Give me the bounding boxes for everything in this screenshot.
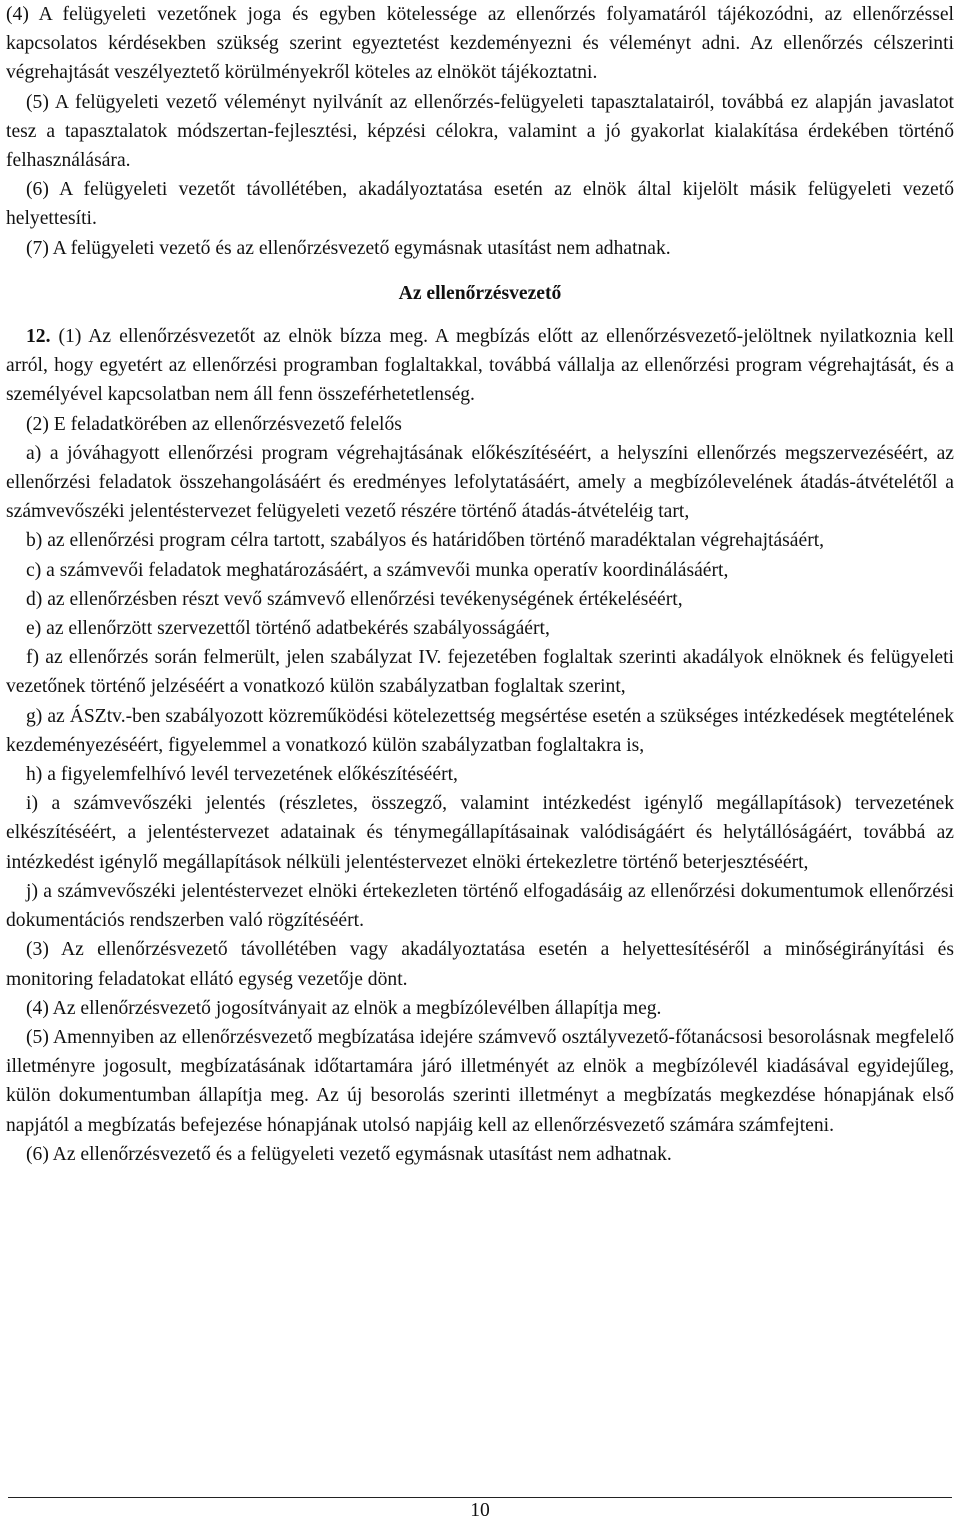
list-item-h: h) a figyelemfelhívó levél tervezetének előkészítéséért, <box>26 764 458 786</box>
list-item-g: g) az ÁSZtv.-ben szabályozott közreműködési kötelezettség megsértése esetén a szükséges intézkedések megtételének kezdeményezéséért, figyelemmel a vonatkozó külön szabályzatban foglaltakra is, <box>6 705 954 756</box>
paragraph-3: (3) Az ellenőrzésvezető távollétében vagy akadályoztatása esetén a helyettesítéséről a minőségirányítási és monitoring feladatokat ellátó egység vezetője dönt. <box>6 939 954 990</box>
document-page <box>6 0 954 1169</box>
list-item-d: d) az ellenőrzésben részt vevő számvevő ellenőrzési tevékenységének értékeléséért, <box>26 588 683 610</box>
paragraph-6b: (6) Az ellenőrzésvezető és a felügyeleti vezető egymásnak utasítást nem adhatnak. <box>26 1143 672 1165</box>
paragraph-6: (6) A felügyeleti vezetőt távollétében, akadályoztatása esetén az elnök által kijelölt másik felügyeleti vezető helyettesíti. <box>6 179 954 230</box>
list-item-f: f) az ellenőrzés során felmerült, jelen szabályzat IV. fejezetében foglaltak szerinti akadályok elnöknek és felügyeleti vezetőnek történő jelzéséért a vonatkozó külön szabályzatban foglaltak szerint, <box>6 647 954 698</box>
section-12-paragraph-1 <box>6 322 954 410</box>
section-number: 12. <box>26 326 51 348</box>
paragraph-5b: (5) Amennyiben az ellenőrzésvezető megbízatása idejére számvevő osztályvezető-főtanácsosi besorolásnak megfelelő illetményre jogosult, megbízatásának időtartamára járó illetményét az elnök a megbízólevél kiadásával egyidejűleg, külön dokumentumban állapítja meg. Az új besorolás szerinti illetményt a megbízatás megkezdése hónapjának első napjától a megbízatás befejezése hónapjának utolsó napjáig kell az ellenőrzésvezető számára számfejteni. <box>6 1026 954 1136</box>
paragraph-5: (5) A felügyeleti vezető véleményt nyilvánít az ellenőrzés-felügyeleti tapasztalatairól, továbbá ez alapján javaslatot tesz a tapasztalatok módszertan-fejlesztési, képzési célokra, valamint a jó gyakorlat kialakítása érdekében történő felhasználására. <box>6 91 954 172</box>
list-item-a: a) a jóváhagyott ellenőrzési program végrehajtásának előkészítéséért, a helyszíni ellenőrzés megszervezéséért, az ellenőrzési feladatok összehangolásáért és eredményes lefolytatásáért, amely a megbízólevelének átadás-átvételétől a számvevőszéki jelentéstervezet felügyeleti vezető részére történő átadás-átvételéig tart, <box>6 442 954 523</box>
paragraph-4b: (4) Az ellenőrzésvezető jogosítványait az elnök a megbízólevélben állapítja meg. <box>26 997 662 1019</box>
list-item-e: e) az ellenőrzött szervezettől történő adatbekérés szabályosságáért, <box>26 618 550 640</box>
footer-divider <box>8 1497 952 1498</box>
paragraph-2-intro: (2) E feladatkörében az ellenőrzésvezető felelős <box>26 413 402 435</box>
page-number: 10 <box>470 1500 490 1521</box>
paragraph-7: (7) A felügyeleti vezető és az ellenőrzésvezető egymásnak utasítást nem adhatnak. <box>26 237 671 259</box>
list-item-c: c) a számvevői feladatok meghatározásáért, a számvevői munka operatív koordinálásáért, <box>26 559 729 581</box>
list-item-i: i) a számvevőszéki jelentés (részletes, összegző, valamint intézkedést igénylő megállapítások) tervezetének elkészítéséért, a jelentéstervezet adatainak és ténymegállapításainak valódiságáért és helytállóságáért, továbbá az intézkedést igénylő megállapítások nélküli jelentéstervezet elnöki értekezletre történő beterjesztéséért, <box>6 793 954 873</box>
section-heading: Az ellenőrzésvezető <box>398 282 562 304</box>
section-12-paragraph-1-text: (1) Az ellenőrzésvezetőt az elnök bízza meg. A megbízás előtt az ellenőrzésvezető-jelöltnek nyilatkoznia kell arról, hogy egyetért az ellenőrzési programban foglaltakkal, továbbá vállalja az ellenőrzési program végrehajtását, és a személyével kapcsolatban nem áll fenn összeférhetetlenség. <box>6 326 954 406</box>
list-item-b: b) az ellenőrzési program célra tartott, szabályos és határidőben történő maradéktalan végrehajtásáért, <box>26 530 825 552</box>
paragraph-4: (4) A felügyeleti vezetőnek joga és egyben kötelessége az ellenőrzés folyamatáról tájékozódni, az ellenőrzéssel kapcsolatos kérdésekben szükség szerint egyeztetést kezdeményezni és véleményt adni. Az ellenőrzés célszerinti végrehajtását veszélyeztető körülményekről köteles az elnököt tájékoztatni. <box>6 4 954 84</box>
list-item-j: j) a számvevőszéki jelentéstervezet elnöki értekezleten történő elfogadásáig az ellenőrzési dokumentumok ellenőrzési dokumentációs rendszerben való rögzítéséért. <box>6 880 954 932</box>
